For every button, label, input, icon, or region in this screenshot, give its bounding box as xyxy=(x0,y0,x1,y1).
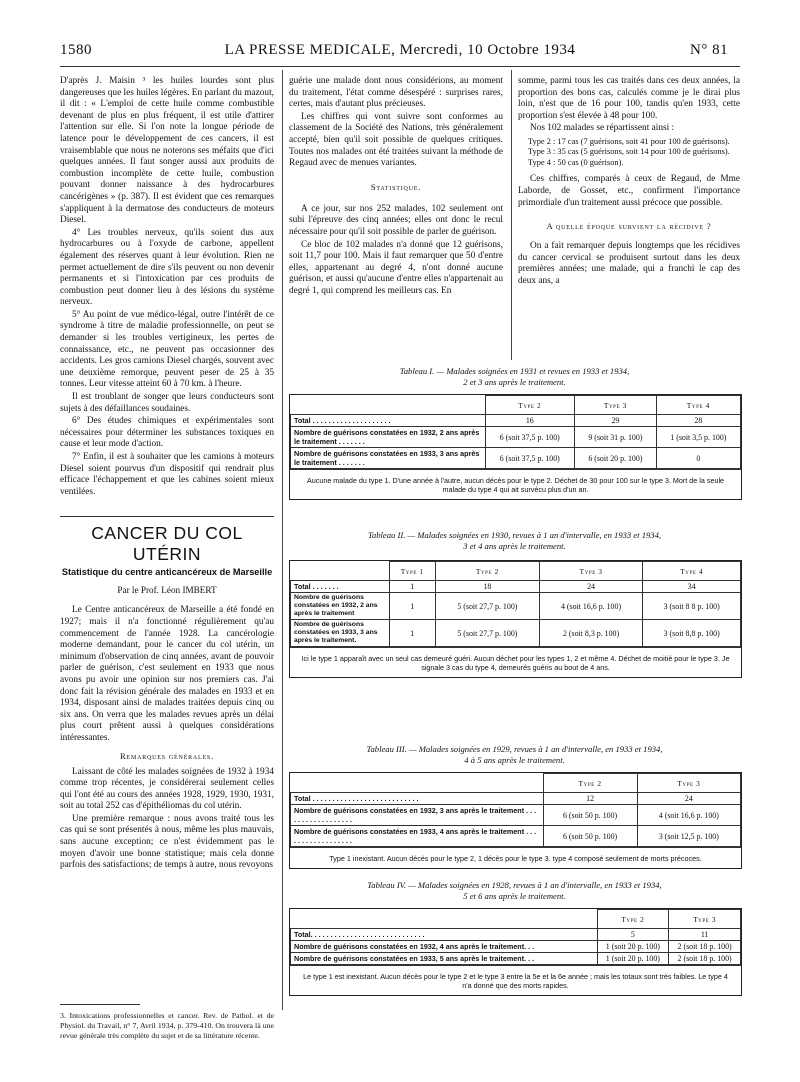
paragraph: Nos 102 malades se répartissent ainsi : xyxy=(530,123,675,134)
cell: 1 (soit 20 p. 100) xyxy=(597,941,669,953)
paragraph: somme, parmi tous les cas traités dans ces deux années, la proportion des bons cas, calculés comme je le dirai plus loin, n'est que de 16 pour 100, tandis qu'en 1933, cette proportion s'est élevée à 48 pour 100. xyxy=(518,76,740,121)
table-2-caption xyxy=(289,530,740,552)
table-row xyxy=(291,953,741,965)
table-note: Ici le type 1 apparaît avec un seul cas demeuré guéri. Aucun déchet pour les types 1, 2 et même 4. Déchet de moitié pour le type 3. Je signale 3 cas du type 4, demeurés guéris au bout de 4 ans. xyxy=(290,647,741,677)
table-row xyxy=(291,620,741,647)
row-label: Nombre de guérisons constatées en 1933, 4 ans après le traitement . . . . . . . . . . . . . . . . . . xyxy=(291,826,544,847)
cell: 1 (soit 20 p. 100) xyxy=(597,953,669,965)
cell: 6 (soit 37,5 p. 100) xyxy=(485,427,575,448)
table-1 xyxy=(289,394,742,500)
column-header: Type 2 xyxy=(543,774,637,793)
cell: 4 (soit 16,6 p. 100) xyxy=(637,805,740,826)
table-note: Type 1 inexistant. Aucun décès pour le type 2, 1 décès pour le type 3. type 4 composé seulement de morts précoces. xyxy=(290,847,741,868)
article-subtitle: Statistique du centre anticancéreux de Marseille xyxy=(61,567,273,578)
list-item: Type 4 : 50 cas (0 guérison). xyxy=(528,157,624,167)
table-title: Tableau II. — Malades soignées en 1930, revues à 1 an d'intervalle, en 1933 et 1934, xyxy=(367,530,662,540)
cell: 24 xyxy=(539,581,643,593)
paragraph: On a fait remarquer depuis longtemps que les récidives du cancer cervical se produisent surtout dans les deux premières années; une malade, qui a franchi le cap des deux ans, a xyxy=(518,241,740,287)
table-1-caption xyxy=(289,366,740,388)
table-subtitle: 3 et 4 ans après le traitement. xyxy=(463,541,566,551)
paragraph: Une première remarque : nous avons traité tous les cas qui se sont présentés à nous, même les plus mauvais, sans aucune exception; ce n'est évidemment pas le moyen d'avoir une bonne statistique; mais cela donne parfois des satisfactions; de temps à autre, nous revoyons xyxy=(60,813,274,871)
column-header: Type 4 xyxy=(643,562,741,581)
column-rule-1 xyxy=(282,70,283,1010)
cell: 12 xyxy=(543,793,637,805)
cell: 5 (soit 27,7 p. 100) xyxy=(436,593,540,620)
cell: 6 (soit 50 p. 100) xyxy=(543,805,637,826)
publication-header: LA PRESSE MEDICALE, Mercredi, 10 Octobre 1934 xyxy=(224,42,576,58)
paragraph: D'après J. Maisin ³ les huiles lourdes sont plus dangereuses que les huiles légères. En parlant du mazout, il dit : « L'emploi de cette huile comme combustible devenant de plus en plus fréquent, il est utile d'attirer l'attention sur elle. Si l'on note la longue période de latence pour le développement de ces cancers, il est vraisemblable que nous ne noterons ses méfaits que d'ici quelques années. Il faut songer aussi aux produits de combustion incomplète de cette huile, combustion pouvant donner naissance à des hydrocarbures cancérigènes » (p. 387). Il est évident que ces remarques s'appliquent à la dermatose des conducteurs de moteurs Diesel. xyxy=(60,76,274,226)
paragraph: 7° Enfin, il est à souhaiter que les camions à moteurs Diesel soient pourvus d'un dispositif qui rendrait plus efficace l'échappement et que les cabines soient mieux ventilées. xyxy=(60,452,274,497)
column-1 xyxy=(60,76,274,873)
row-label: Nombre de guérisons constatées en 1932, 2 ans après le traitement xyxy=(291,593,390,620)
cell: 1 xyxy=(389,581,436,593)
article-title: CANCER DU COL UTÉRIN xyxy=(91,523,243,565)
table-row xyxy=(291,826,741,847)
row-label: Nombre de guérisons constatées en 1932, 2 ans après le traitement . . . . . . . xyxy=(291,427,486,448)
table-title: Tableau III. — Malades soignées en 1929, revues à 1 an d'intervalle, en 1933 et 1934, xyxy=(366,744,663,754)
column-header: Type 1 xyxy=(389,562,436,581)
table-4 xyxy=(289,908,742,996)
column-header: Type 2 xyxy=(436,562,540,581)
paragraph: Ce bloc de 102 malades n'a donné que 12 guérisons, soit 11,7 pour 100. Mais il faut remarquer que 50 d'entre elles, appartenant au degré 4, n'ont donné aucune guérison, et aussi qu'aucune d'entre elles n'appartenait au degré 1, qui comprend les meilleurs cas. En xyxy=(289,239,503,296)
cell: 1 xyxy=(389,620,436,647)
cell: 1 xyxy=(389,593,436,620)
column-header: Type 4 xyxy=(656,396,740,415)
cell: 5 (soit 27,7 p. 100) xyxy=(436,620,540,647)
issue-number: N° 81 xyxy=(690,42,729,58)
paragraph: 4° Les troubles nerveux, qu'ils soient dus aux hydrocarbures ou à l'oxyde de carbone, appellent également des réserves quant à leur évolution. Rien ne permet actuellement de dire s'ils peuvent ou non devenir permanents et si l'intoxication par ces produits de combustion peut donner lieu à des lésions du système nerveux. xyxy=(60,227,274,308)
column-rule-2 xyxy=(511,70,512,360)
table-row xyxy=(291,415,741,427)
cell: 2 (soit 18 p. 100) xyxy=(669,941,741,953)
table-row xyxy=(291,805,741,826)
column-header: Type 3 xyxy=(575,396,657,415)
paragraph: Ces chiffres, comparés à ceux de Regaud, de Mme Laborde, de Gosset, etc., confirment l'importance primordiale d'un traitement aussi précoce que possible. xyxy=(518,174,740,208)
column-header: Type 2 xyxy=(485,396,575,415)
table-3-caption xyxy=(289,744,740,766)
table-title: Tableau IV. — Malades soignées en 1928, revues à 1 an d'intervalle, en 1933 et 1934, xyxy=(367,880,662,890)
cell: 9 (soit 31 p. 100) xyxy=(575,427,657,448)
cell: 4 (soit 16,6 p. 100) xyxy=(539,593,643,620)
page-number: 1580 xyxy=(60,42,92,58)
row-label: Nombre de guérisons constatées en 1932, 3 ans après le traitement . . . . . . . . . . . . . . . . . . xyxy=(291,805,544,826)
row-label: Nombre de guérisons constatées en 1932, 4 ans après le traitement. . . xyxy=(291,941,598,953)
row-label: Total . . . . . . . xyxy=(291,581,390,593)
cell: 28 xyxy=(656,415,740,427)
cell: 29 xyxy=(575,415,657,427)
section-heading: Remarques générales. xyxy=(119,750,215,761)
cell: 6 (soit 50 p. 100) xyxy=(543,826,637,847)
row-label: Total . . . . . . . . . . . . . . . . . . . . . . . . . . . xyxy=(291,793,544,805)
cell: 5 xyxy=(597,929,669,941)
section-heading: A quelle époque survient la récidive ? xyxy=(546,221,712,232)
table-row xyxy=(291,929,741,941)
cell: 3 (soit 8,8 p. 100) xyxy=(643,620,741,647)
table-2 xyxy=(289,560,742,678)
cell: 1 (soit 3,5 p. 100) xyxy=(656,427,740,448)
paragraph: 6° Des études chimiques et expérimentales sont nécessaires pour déterminer les substances toxiques en cause et leur mode d'action. xyxy=(60,416,274,450)
section-heading: Statistique. xyxy=(370,181,422,192)
cell: 24 xyxy=(637,793,740,805)
table-subtitle: 5 et 6 ans après le traitement. xyxy=(463,891,566,901)
article-separator xyxy=(60,516,274,517)
cell: 11 xyxy=(669,929,741,941)
row-label: Nombre de guérisons constatées en 1933, 5 ans après le traitement. . . xyxy=(291,953,598,965)
footnote: 3. Intoxications professionnelles et cancer. Rev. de Pathol. et de Physiol. du Travail, n° 7, Avril 1934, p. 379-410. On trouvera là une revue générale très complète du sujet et de sa littérature récente. xyxy=(60,1011,274,1040)
paragraph: Le Centre anticancéreux de Marseille a été fondé en 1927; mais il n'a fonctionné régulièrement qu'au commencement de l'année 1928. La cancérologie moderne demandant, pour le cancer du col utérin, un minimum d'observation de cinq années, avant de pouvoir parler de guérison, c'est seulement en 1933 que nous avons pu avoir une opinion sur nos premiers cas. J'ai donc fait la révision générale des malades en 1933 et en 1934, disposant ainsi de malades traitées depuis cinq ou six ans. On verra que les malades revues après un délai plus court prêtent aussi à quelques considérations intéressantes. xyxy=(60,605,274,743)
cell: 3 (soit 8 8 p. 100) xyxy=(643,593,741,620)
table-row xyxy=(291,941,741,953)
paragraph: Il est troublant de songer que leurs conducteurs sont sujets à des défaillances soudaines. xyxy=(60,392,274,414)
row-label: Nombre de guérisons constatées en 1933, 3 ans après le traitement. xyxy=(291,620,390,647)
column-header: Type 3 xyxy=(539,562,643,581)
column-header: Type 3 xyxy=(669,910,741,929)
cell: 18 xyxy=(436,581,540,593)
type-list xyxy=(528,137,740,169)
column-2 xyxy=(289,76,503,299)
list-item: Type 2 : 17 cas (7 guérisons, soit 41 pour 100 de guérisons). xyxy=(528,136,730,146)
paragraph: Laissant de côté les malades soignées de 1932 à 1934 comme trop récentes, je considérerai seulement celles qui l'ont été au cours des années 1928, 1929, 1930, 1931, soit au total 252 cas d'épithéliomas du col utérin. xyxy=(60,766,274,812)
row-label: Total. . . . . . . . . . . . . . . . . . . . . . . . . . . . . xyxy=(291,929,598,941)
table-note: Le type 1 est inexistant. Aucun décès pour le type 2 et le type 3 entre la 5e et la 6e année ; mais les totaux sont très faibles. Le type 4 n'a donné que des morts rapides. xyxy=(290,965,741,995)
column-header: Type 2 xyxy=(597,910,669,929)
cell: 16 xyxy=(485,415,575,427)
cell: 3 (soit 12,5 p. 100) xyxy=(637,826,740,847)
cell: 0 xyxy=(656,448,740,469)
paragraph: 5° Au point de vue médico-légal, outre l'intérêt de ce syndrome à titre de maladie professionnelle, on peut se demander si les troubles vertigineux, les pertes de connaissance, etc., ne peuvent pas occasionner des accidents. Les gros camions Diesel chargés, souvent avec une deuxième remorque, peuvent peser de 25 à 35 tonnes. Leur vitesse atteint 60 à 70 km. à l'heure. xyxy=(60,309,274,390)
column-header: Type 3 xyxy=(637,774,740,793)
table-subtitle: 4 à 5 ans après le traitement. xyxy=(464,755,565,765)
column-3 xyxy=(518,76,740,289)
table-row xyxy=(291,593,741,620)
cell: 2 (soit 18 p. 100) xyxy=(669,953,741,965)
footnote-rule xyxy=(60,1004,140,1005)
table-title: Tableau I. — Malades soignées en 1931 et revues en 1933 et 1934, xyxy=(399,366,630,376)
table-row xyxy=(291,793,741,805)
row-label: Total . . . . . . . . . . . . . . . . . . . . xyxy=(291,415,486,427)
table-row xyxy=(291,581,741,593)
cell: 6 (soit 37,5 p. 100) xyxy=(485,448,575,469)
paragraph: guérie une malade dont nous considérions, au moment du traitement, l'état comme désespéré : surprises rares, certes, mais d'autant plus précieuses. xyxy=(289,76,503,110)
table-subtitle: 2 et 3 ans après le traitement. xyxy=(463,377,566,387)
table-4-caption xyxy=(289,880,740,902)
cell: 6 (soit 20 p. 100) xyxy=(575,448,657,469)
list-item: Type 3 : 35 cas (5 guérisons, soit 14 pour 100 de guérisons). xyxy=(528,147,730,157)
table-row xyxy=(291,427,741,448)
paragraph: Les chiffres qui vont suivre sont conformes au classement de la Société des Nations, très généralement accepté, bien qu'il soit possible de quelques critiques. Toutes nos malades ont été traitées suivant la méthode de Regaud avec de menues variantes. xyxy=(289,111,503,169)
table-3 xyxy=(289,772,742,869)
article-author: Par le Prof. Léon IMBERT xyxy=(117,585,217,596)
cell: 34 xyxy=(643,581,741,593)
cell: 2 (soit 8,3 p. 100) xyxy=(539,620,643,647)
table-note: Aucune malade du type 1. D'une année à l'autre, aucun décès pour le type 2. Déchet de 30 pour 100 sur le type 3. Mort de la seule malade du type 4 qui ait survécu plus d'un an. xyxy=(290,469,741,499)
paragraph: A ce jour, sur nos 252 malades, 102 seulement ont subi l'épreuve des cinq années; elles ont donc le recul nécessaire pour qu'il soit possible de parler de guérison. xyxy=(289,203,503,237)
row-label: Nombre de guérisons constatées en 1933, 3 ans après le traitement . . . . . . . xyxy=(291,448,486,469)
table-row xyxy=(291,448,741,469)
footnote-block xyxy=(60,1004,274,1040)
header-rule xyxy=(60,66,740,67)
